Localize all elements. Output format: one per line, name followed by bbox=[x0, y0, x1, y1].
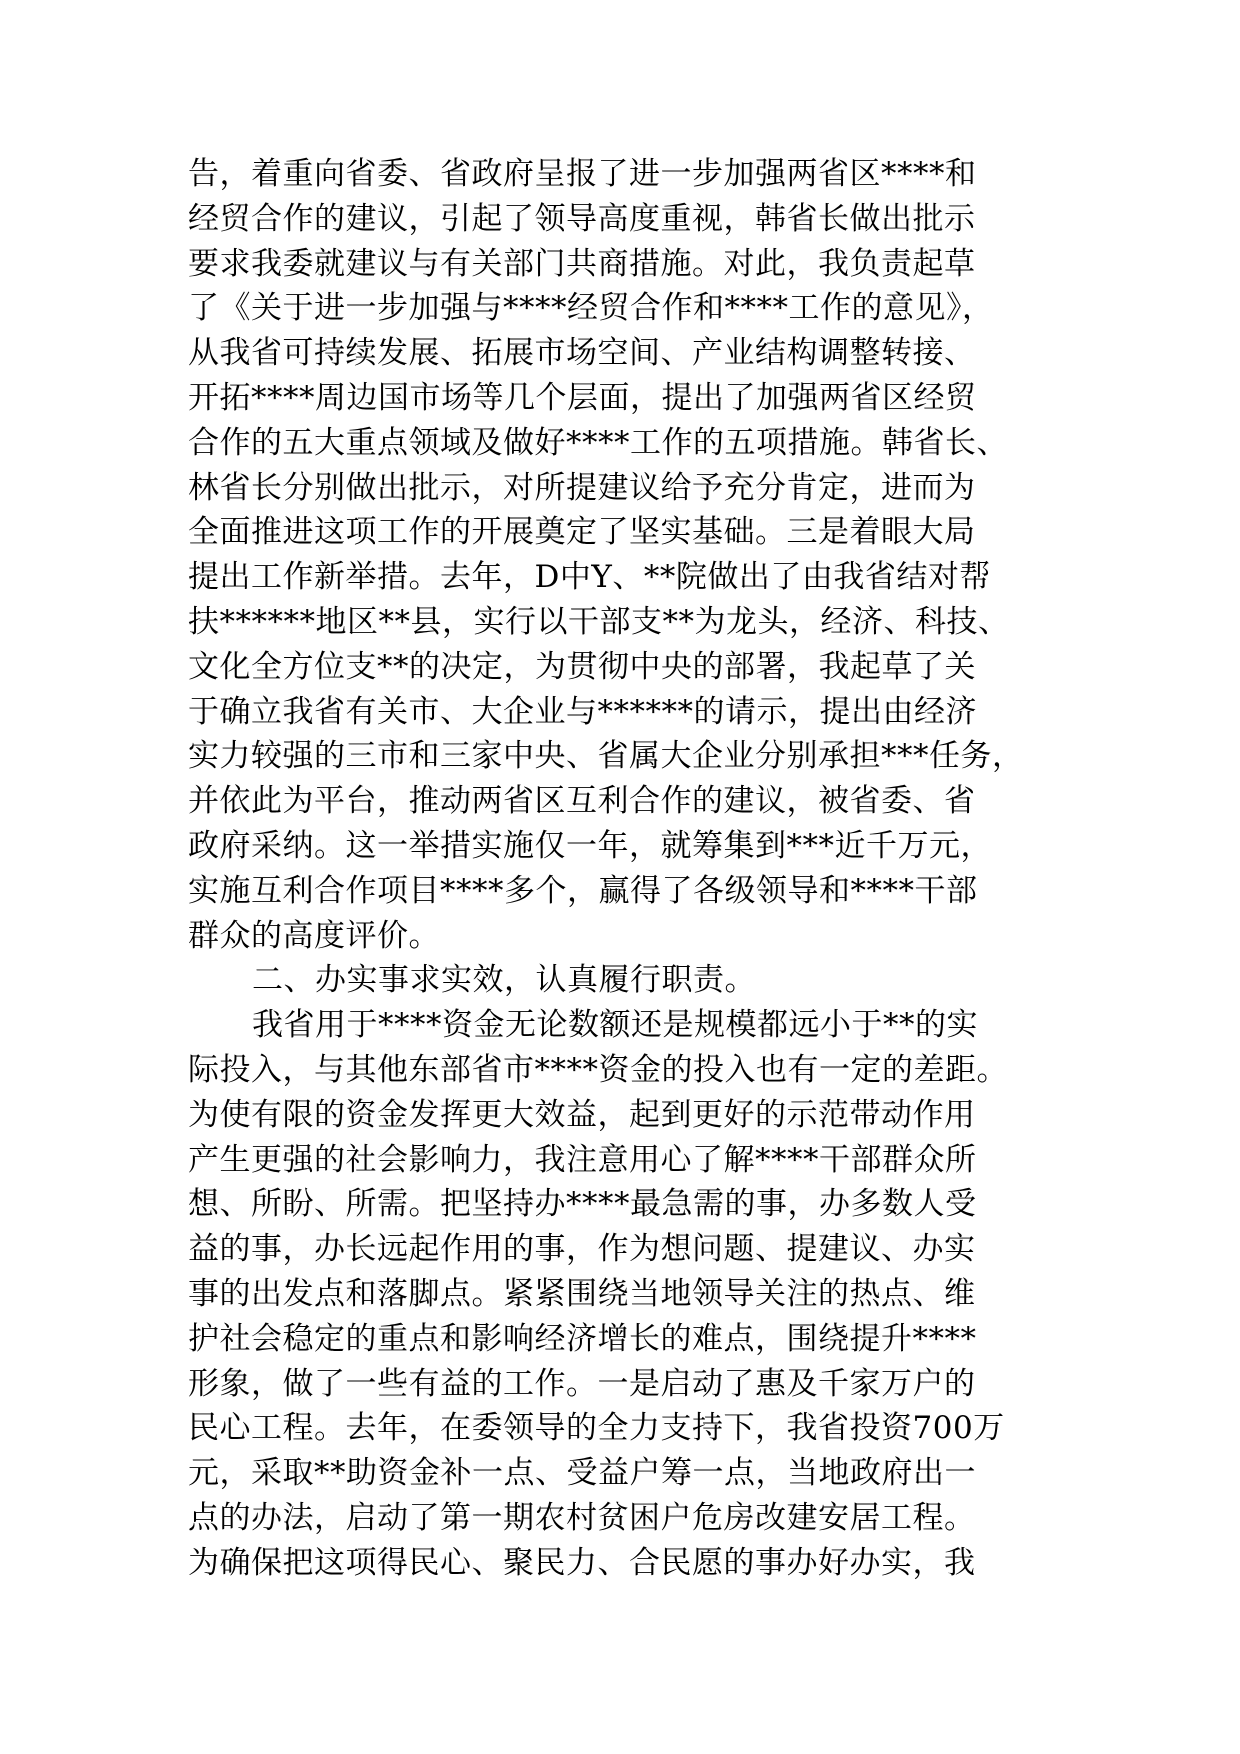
text-line: 了《关于进一步加强与****经贸合作和****工作的意见》， bbox=[188, 290, 994, 327]
text-line: 形象，做了一些有益的工作。一是启动了惠及千家万户的 bbox=[188, 1365, 976, 1402]
text-line: 经贸合作的建议，引起了领导高度重视，韩省长做出批示 bbox=[188, 200, 976, 237]
text-line: 合作的五大重点领域及做好****工作的五项措施。韩省长、 bbox=[188, 424, 1008, 461]
section-heading: 二、办实事求实效，认真履行职责。 bbox=[252, 962, 756, 999]
text-line: 并依此为平台，推动两省区互利合作的建议，被省委、省 bbox=[188, 783, 976, 820]
text-line: 事的出发点和落脚点。紧紧围绕当地领导关注的热点、维 bbox=[188, 1275, 976, 1312]
text-line: 护社会稳定的重点和影响经济增长的难点，围绕提升**** bbox=[188, 1320, 977, 1357]
text-line: 于确立我省有关市、大企业与******的请示，提出由经济 bbox=[188, 693, 977, 730]
text-line: 产生更强的社会影响力，我注意用心了解****干部群众所 bbox=[188, 1141, 977, 1178]
text-line: 益的事，办长远起作用的事，作为想问题、提建议、办实 bbox=[188, 1231, 976, 1268]
text-line: 从我省可持续发展、拓展市场空间、产业结构调整转接、 bbox=[188, 335, 976, 372]
text-line: 际投入，与其他东部省市****资金的投入也有一定的差距。 bbox=[188, 1051, 1008, 1088]
text-line: 实力较强的三市和三家中央、省属大企业分别承担***任务， bbox=[188, 738, 1024, 775]
text-line: 要求我委就建议与有关部门共商措施。对此，我负责起草 bbox=[188, 245, 976, 282]
text-line: 开拓****周边国市场等几个层面，提出了加强两省区经贸 bbox=[188, 379, 977, 416]
text-line: 我省用于****资金无论数额还是规模都远小于**的实 bbox=[252, 1007, 978, 1044]
text-line: 扶******地区**县，实行以干部支**为龙头，经济、科技、 bbox=[188, 603, 1010, 640]
body-text bbox=[188, 152, 1078, 1586]
text-line: 文化全方位支**的决定，为贯彻中央的部署，我起草了关 bbox=[188, 648, 976, 685]
text-line: 群众的高度评价。 bbox=[188, 917, 440, 954]
text-line: 林省长分别做出批示，对所提建议给予充分肯定，进而为 bbox=[188, 469, 976, 506]
text-line: 点的办法，启动了第一期农村贫困户危房改建安居工程。 bbox=[188, 1499, 976, 1536]
text-line: 政府采纳。这一举措实施仅一年，就筹集到***近千万元， bbox=[188, 827, 992, 864]
text-line: 告，着重向省委、省政府呈报了进一步加强两省区****和 bbox=[188, 156, 977, 192]
text-line: 为使有限的资金发挥更大效益，起到更好的示范带动作用 bbox=[188, 1096, 976, 1133]
text-line: 民心工程。去年，在委领导的全力支持下，我省投资700万 bbox=[188, 1410, 1005, 1447]
text-line: 实施互利合作项目****多个，赢得了各级领导和****干部 bbox=[188, 872, 978, 909]
text-line: 提出工作新举措。去年，D中Y、**院做出了由我省结对帮 bbox=[188, 559, 991, 596]
text-line: 为确保把这项得民心、聚民力、合民愿的事办好办实，我 bbox=[188, 1544, 976, 1581]
text-line: 全面推进这项工作的开展奠定了坚实基础。三是着眼大局 bbox=[188, 514, 976, 551]
text-line: 元，采取**助资金补一点、受益户筹一点，当地政府出一 bbox=[188, 1455, 976, 1492]
text-line: 想、所盼、所需。把坚持办****最急需的事，办多数人受 bbox=[188, 1186, 977, 1223]
